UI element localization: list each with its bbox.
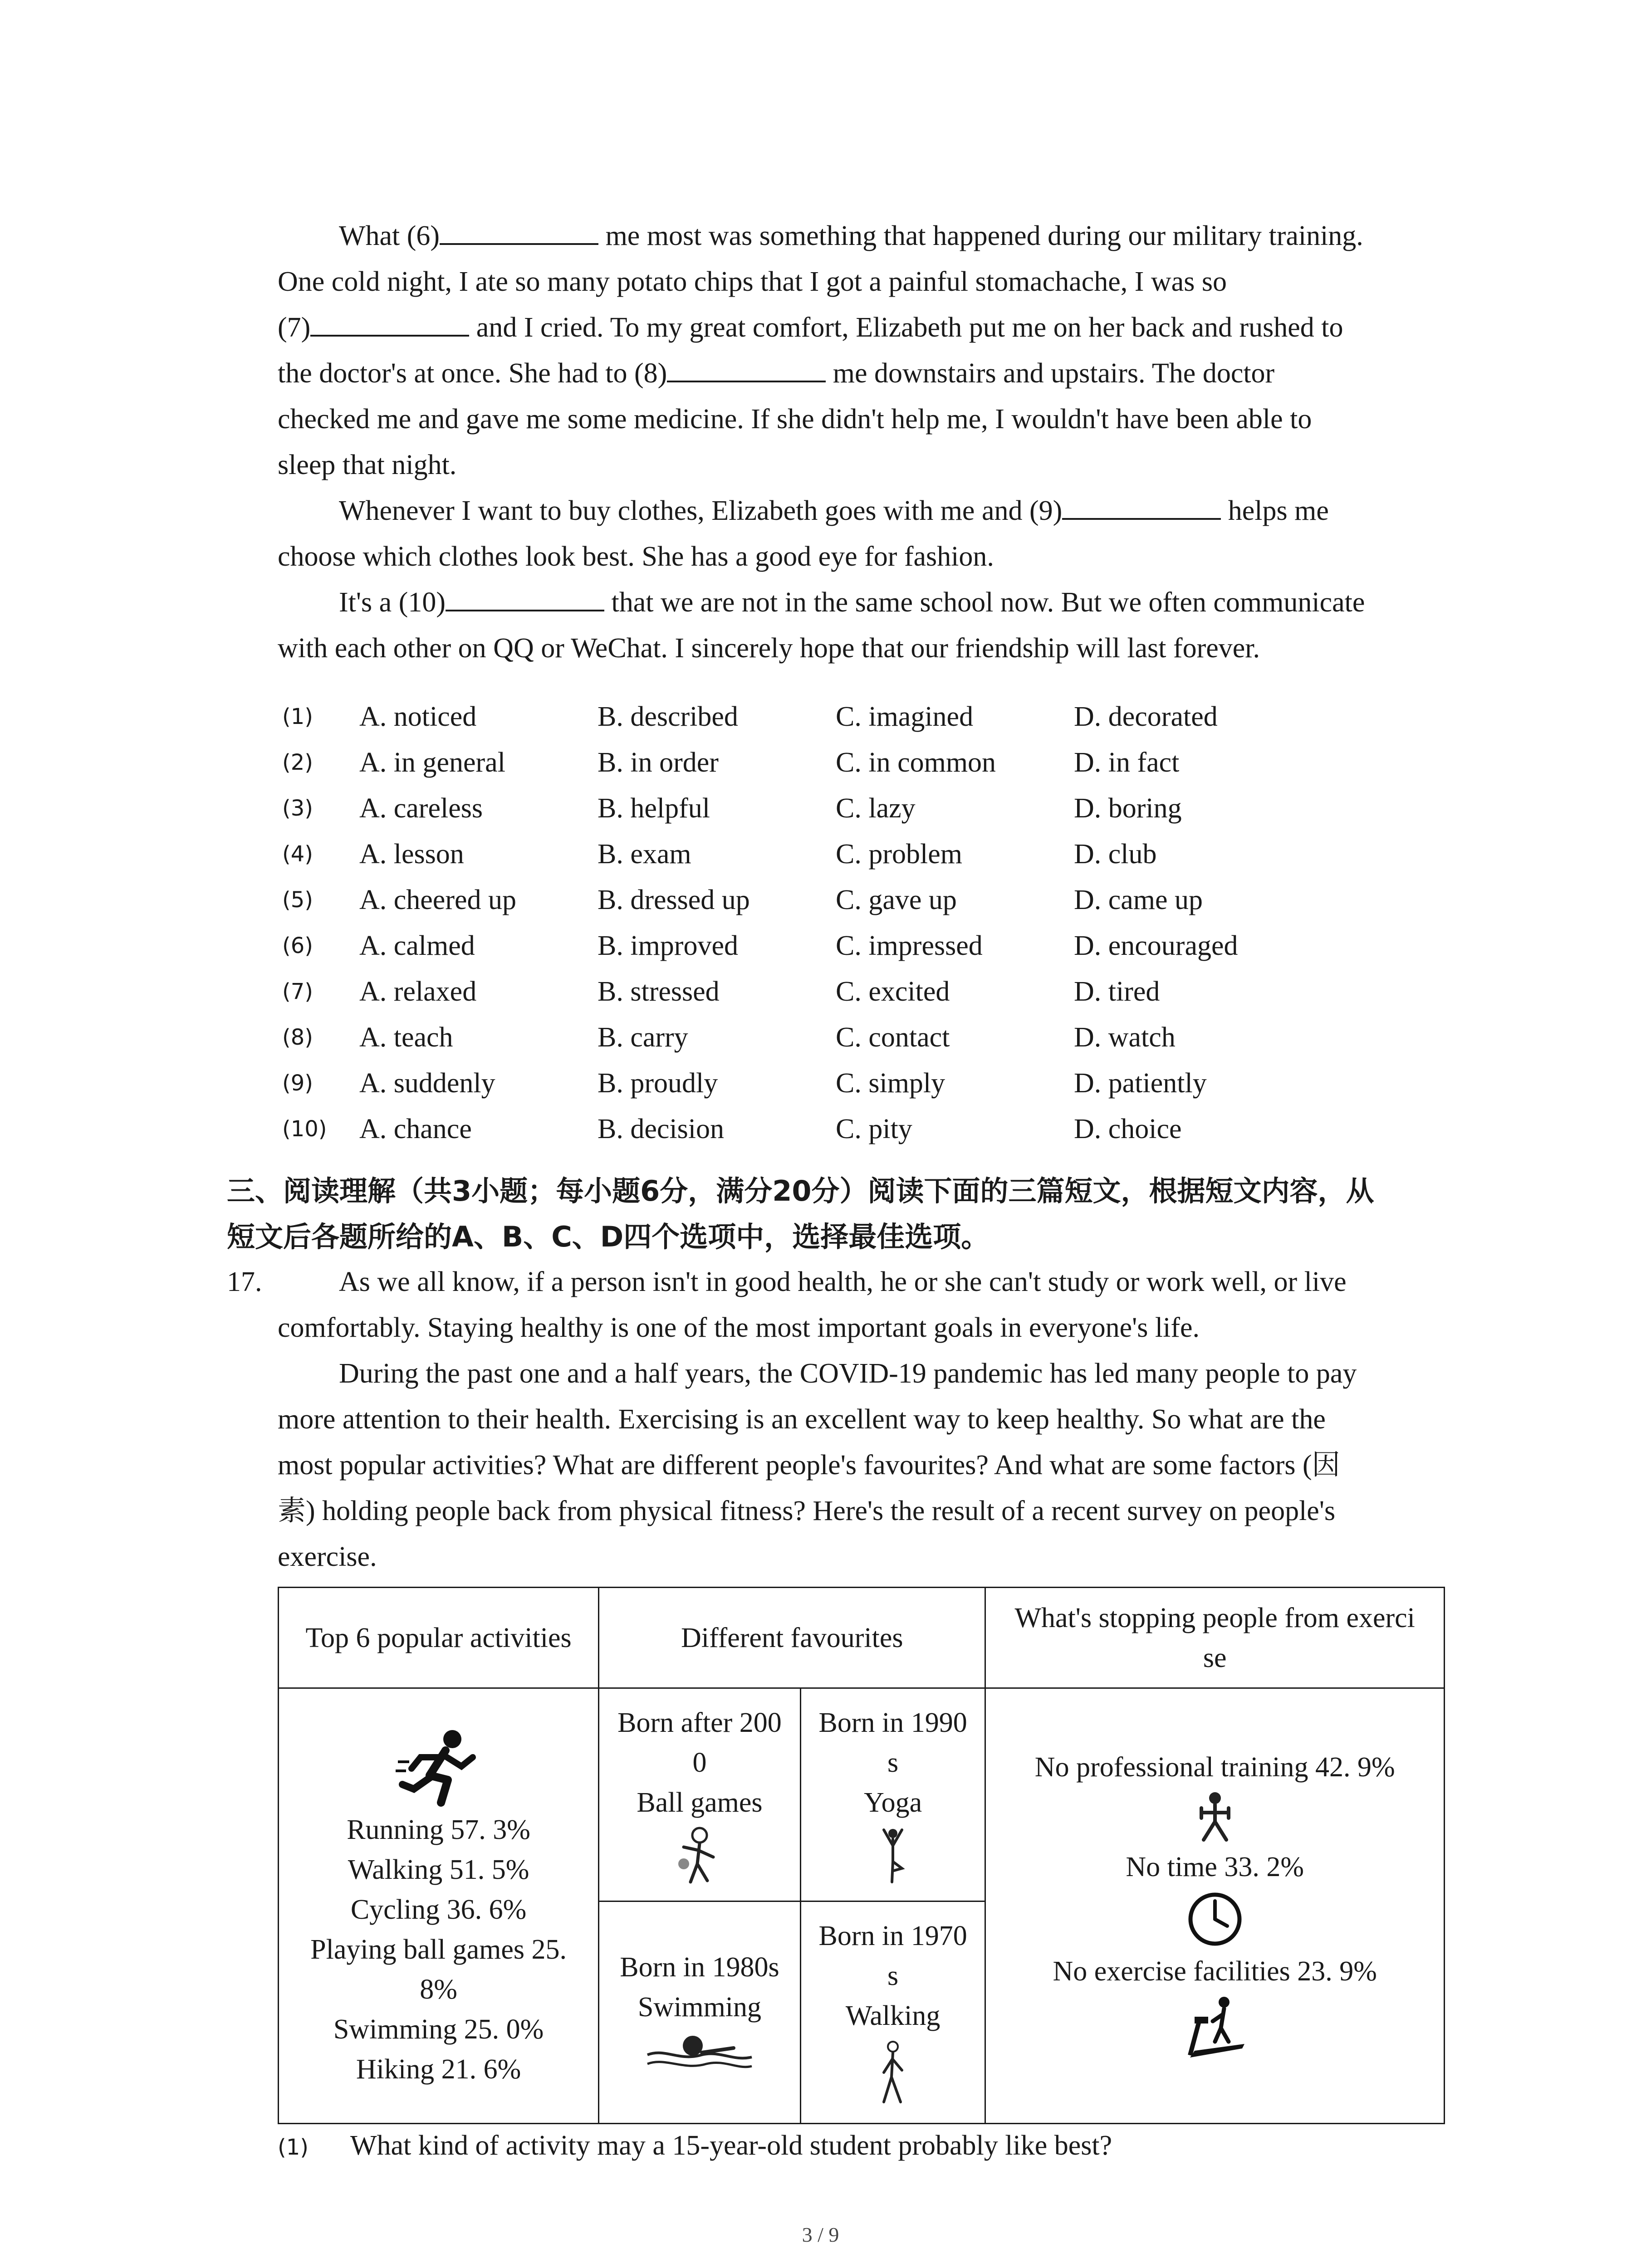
option-choice-a[interactable]: A. cheered up [359,885,516,915]
favourite-line: 0 [692,1747,707,1778]
stopping-factor: No exercise facilities 23. 9% [1053,1955,1377,1987]
option-choice-c[interactable]: C. excited [836,976,950,1007]
passage-text: that we are not in the same school now. But we often communicate [604,587,1365,618]
option-choice-a[interactable]: A. in general [359,747,505,778]
training-icon [1188,1790,1242,1844]
activities-cell [279,1688,599,2124]
option-choice-a[interactable]: A. lesson [359,839,464,870]
option-choice-b[interactable]: B. carry [598,1022,688,1053]
option-choice-b[interactable]: B. helpful [598,793,710,824]
option-choice-b[interactable]: B. described [598,701,738,732]
passage-line [278,351,1448,396]
walking-icon [872,2038,913,2107]
favourite-line: Born in 1980s [620,1951,779,1983]
reading-line: As we all know, if a person isn't in good health, he or she can't study or work well, or live [339,1266,1347,1297]
stopping-cell [985,1688,1445,2124]
passage-text: helps me [1221,495,1329,526]
option-number: (1) [282,704,313,729]
option-choice-c[interactable]: C. imagined [836,701,974,732]
option-choice-c[interactable]: C. lazy [836,793,916,824]
reading-line: more attention to their health. Exercising is an excellent way to keep healthy. So what are the [278,1404,1326,1435]
passage-line [278,580,1448,626]
option-choice-c[interactable]: C. impressed [836,930,983,961]
option-choice-d[interactable]: D. choice [1074,1114,1182,1144]
option-choice-c[interactable]: C. problem [836,839,962,870]
option-choice-d[interactable]: D. in fact [1074,747,1180,778]
sub-question-number: (1) [278,2135,309,2160]
answer-blank[interactable] [310,308,469,337]
option-choice-c[interactable]: C. in common [836,747,996,778]
option-number: (6) [282,933,313,958]
passage-text: choose which clothes look best. She has a good eye for fashion. [278,541,994,572]
passage-text: me downstairs and upstairs. The doctor [826,358,1275,389]
option-choice-b[interactable]: B. improved [598,930,738,961]
header-stopping-line2: se [1203,1642,1227,1673]
reading-line: most popular activities? What are different people's favourites? And what are some factors (因 [278,1450,1340,1481]
favourite-line: s [887,1747,899,1778]
favourite-activity: Swimming [637,1991,762,2023]
option-choice-d[interactable]: D. patiently [1074,1068,1207,1099]
passage-line [278,259,1448,305]
yoga-icon [875,1825,911,1884]
favourite-line: Born in 1970 [818,1920,967,1951]
activity-item: 8% [420,1974,457,2005]
option-choice-c[interactable]: C. gave up [836,885,957,915]
header-stopping-factors [985,1588,1445,1688]
option-number: (5) [282,887,313,913]
treadmill-icon [1181,1994,1249,2062]
option-choice-c[interactable]: C. contact [836,1022,950,1053]
favourite-activity: Yoga [864,1787,922,1818]
favourite-line: Born in 1990 [818,1707,967,1738]
section-heading-line2: 短文后各题所给的A、B、C、D四个选项中，选择最佳选项。 [227,1220,989,1253]
option-choice-a[interactable]: A. relaxed [359,976,477,1007]
answer-blank[interactable] [1062,491,1221,520]
reading-line: comfortably. Staying healthy is one of the most important goals in everyone's life. [278,1312,1200,1343]
activity-item: Hiking 21. 6% [356,2053,521,2085]
passage-text: sleep that night. [278,450,457,480]
option-choice-b[interactable]: B. dressed up [598,885,750,915]
passage-line [278,488,1448,534]
header-different-favourites: Different favourites [599,1588,985,1688]
passage-text: and I cried. To my great comfort, Elizabeth put me on her back and rushed to [469,312,1343,343]
cloze-passage [278,213,1448,671]
passage-line [278,396,1448,442]
option-number: (4) [282,841,313,867]
activity-item: Cycling 36. 6% [350,1894,527,1925]
option-choice-b[interactable]: B. in order [598,747,719,778]
activity-item: Running 57. 3% [347,1814,530,1845]
option-choice-c[interactable]: C. simply [836,1068,945,1099]
favourite-cell-0 [599,1688,801,1901]
option-choice-a[interactable]: A. suddenly [359,1068,495,1099]
option-number: (7) [282,979,313,1004]
activity-item: Playing ball games 25. [310,1934,567,1965]
answer-blank[interactable] [667,353,826,382]
option-choice-d[interactable]: D. tired [1074,976,1160,1007]
passage-line [278,305,1448,351]
passage-text: One cold night, I ate so many potato chips that I got a painful stomachache, I was so [278,266,1227,297]
swimming-icon [643,2030,756,2075]
activities-list [310,1810,567,2089]
passage-line [278,626,1448,671]
option-choice-d[interactable]: D. boring [1074,793,1182,824]
passage-line [278,442,1448,488]
passage-text: checked me and gave me some medicine. If she didn't help me, I wouldn't have been able to [278,404,1312,435]
activity-item: Swimming 25. 0% [333,2014,544,2045]
passage-text: Whenever I want to buy clothes, Elizabeth goes with me and (9) [339,495,1063,526]
option-choice-a[interactable]: A. noticed [359,701,477,732]
option-number: (9) [282,1070,313,1096]
option-number: (2) [282,750,313,775]
option-choice-d[interactable]: D. watch [1074,1022,1176,1053]
option-choice-b[interactable]: B. stressed [598,976,720,1007]
favourite-cell-2 [599,1901,801,2124]
option-choice-a[interactable]: A. careless [359,793,483,824]
favourite-cell-3 [800,1901,985,2124]
header-popular-activities: Top 6 popular activities [279,1588,599,1688]
survey-table [278,1587,1445,2124]
running-icon [393,1725,484,1807]
option-number: (8) [282,1025,313,1050]
option-choice-a[interactable]: A. calmed [359,930,475,961]
option-choice-b[interactable]: B. decision [598,1114,724,1144]
favourite-activity: Walking [845,2000,941,2031]
passage-text: It's a (10) [339,587,446,618]
option-choice-d[interactable]: D. decorated [1074,701,1218,732]
reading-line: During the past one and a half years, the COVID-19 pandemic has led many people to pay [339,1358,1357,1389]
passage-text: with each other on QQ or WeChat. I sincerely hope that our friendship will last forever. [278,633,1260,664]
reading-passage [278,1259,1448,1580]
answer-blank[interactable] [440,216,598,245]
option-choice-b[interactable]: B. exam [598,839,691,870]
favourite-activity: Ball games [637,1787,763,1818]
header-stopping-line1: What's stopping people from exerci [1014,1602,1415,1633]
option-choice-b[interactable]: B. proudly [598,1068,718,1099]
question-number: 17. [227,1266,262,1297]
ball-games-icon [675,1825,725,1884]
clock-icon [1185,1890,1244,1949]
favourite-cell-1 [800,1688,985,1901]
section-heading-line1: 三、阅读理解（共3小题；每小题6分，满分20分）阅读下面的三篇短文，根据短文内容，从 [227,1174,1374,1207]
stopping-factor: No professional training 42. 9% [1034,1751,1395,1783]
section-heading [227,1168,1452,1260]
activity-item: Walking 51. 5% [348,1854,529,1885]
favourite-line: s [887,1960,899,1991]
option-number: (10) [282,1116,327,1142]
passage-text: the doctor's at once. She had to (8) [278,358,667,389]
option-choice-a[interactable]: A. chance [359,1114,472,1144]
stopping-factor: No time 33. 2% [1126,1851,1304,1882]
option-choice-a[interactable]: A. teach [359,1022,453,1053]
option-choice-c[interactable]: C. pity [836,1114,912,1144]
answer-blank[interactable] [446,582,604,611]
page-number: 3 / 9 [802,2223,839,2246]
reading-line: 素) holding people back from physical fitness? Here's the result of a recent survey on people's [278,1496,1336,1526]
sub-question [278,2123,1112,2170]
favourite-line: Born after 200 [617,1707,782,1738]
option-choice-d[interactable]: D. encouraged [1074,930,1238,961]
passage-text: me most was something that happened during our military training. [598,220,1363,251]
passage-text: What (6) [339,220,440,251]
passage-line [278,213,1448,259]
option-choice-d[interactable]: D. came up [1074,885,1203,915]
sub-question-text: What kind of activity may a 15-year-old student probably like best? [350,2130,1112,2161]
option-choice-d[interactable]: D. club [1074,839,1157,870]
option-number: (3) [282,796,313,821]
passage-line [278,534,1448,580]
reading-line: exercise. [278,1541,377,1572]
passage-text: (7) [278,312,311,343]
